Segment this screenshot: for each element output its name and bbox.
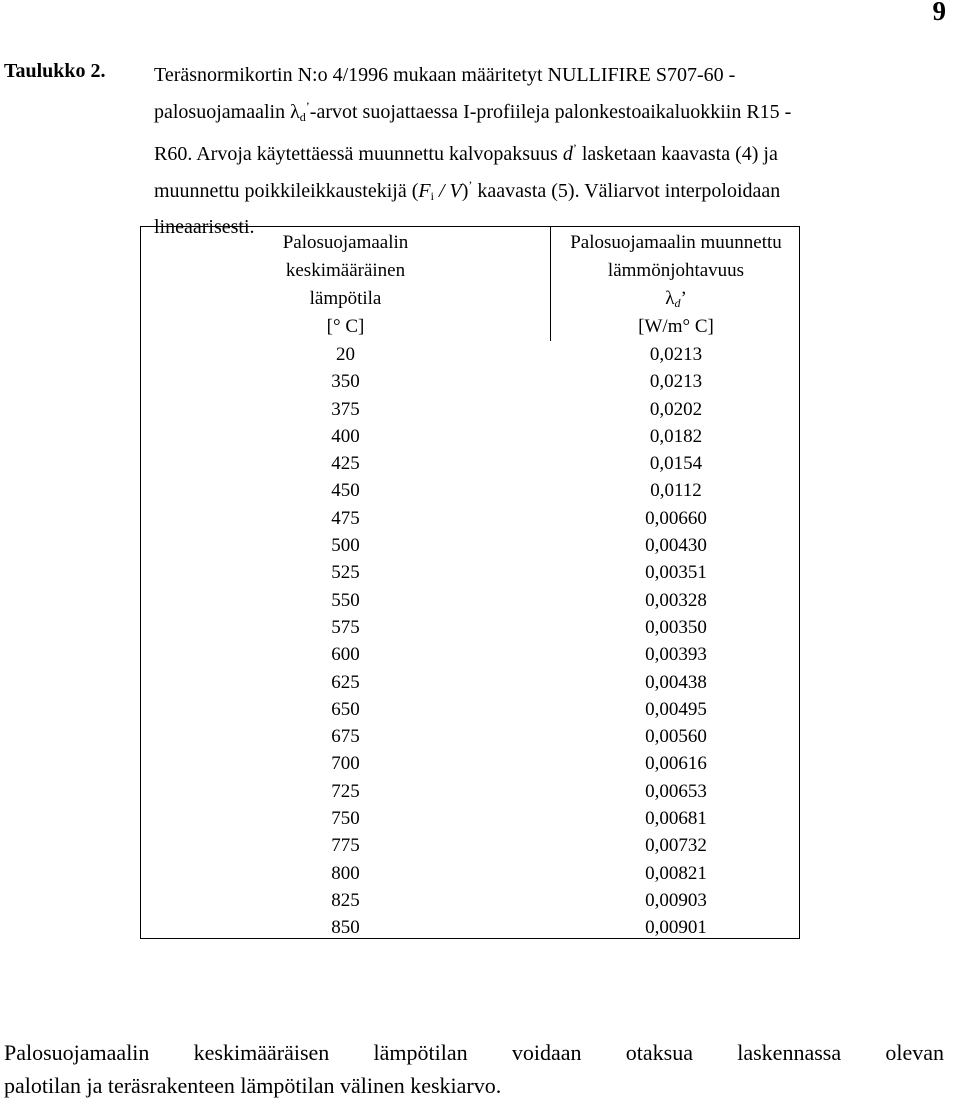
temperature-cell: 850 xyxy=(331,917,360,939)
caption-line-4 xyxy=(154,170,944,212)
conductivity-cell: 0,00903 xyxy=(645,889,707,911)
table-caption xyxy=(154,60,944,243)
temperature-cell: 525 xyxy=(331,562,360,584)
temperature-cell: 550 xyxy=(331,589,360,611)
conductivity-cell: 0,00616 xyxy=(645,753,707,775)
temperature-column xyxy=(141,227,550,942)
caption-variable: V xyxy=(449,180,462,202)
conductivity-cell: 0,00821 xyxy=(645,862,707,884)
temperature-cell: 750 xyxy=(331,808,360,830)
conductivity-cell: 0,00560 xyxy=(645,726,707,748)
conductivity-cell: 0,00328 xyxy=(645,589,707,611)
conductivity-values xyxy=(551,341,801,942)
header-line: lämmönjohtavuus xyxy=(607,260,745,281)
conductivity-cell: 0,00351 xyxy=(645,562,707,584)
header-unit: [W/m° C] xyxy=(638,316,714,337)
temperature-cell: 375 xyxy=(331,398,360,420)
temperature-cell: 725 xyxy=(331,780,360,802)
caption-text-fragment: lasketaan kaavasta (4) ja xyxy=(576,143,778,165)
conductivity-cell: 0,00732 xyxy=(645,835,707,857)
temperature-cell: 400 xyxy=(331,425,360,447)
temperature-cell: 475 xyxy=(331,507,360,529)
caption-text-fragment: / xyxy=(433,180,450,202)
caption-text-fragment: R60. Arvoja käytettäessä muunnettu kalvopaksuus xyxy=(154,143,563,165)
conductivity-cell: 0,00653 xyxy=(645,780,707,802)
temperature-cell: 800 xyxy=(331,862,360,884)
footnote xyxy=(4,1036,944,1102)
conductivity-table xyxy=(140,226,800,939)
temperature-cell: 625 xyxy=(331,671,360,693)
conductivity-cell: 0,00660 xyxy=(645,507,707,529)
temperature-cell: 600 xyxy=(331,644,360,666)
header-line: keskimääräinen xyxy=(285,260,406,281)
temperature-cell: 500 xyxy=(331,535,360,557)
temperature-cell: 350 xyxy=(331,371,360,393)
conductivity-cell: 0,0112 xyxy=(650,480,702,502)
lambda-subscript: d xyxy=(674,296,681,310)
header-unit: [° C] xyxy=(326,316,365,337)
header-line: Palosuojamaalin xyxy=(282,232,409,253)
footnote-line-2: palotilan ja teräsrakenteen lämpötilan välinen keskiarvo. xyxy=(4,1073,502,1098)
caption-subscript: i xyxy=(430,189,434,203)
temperature-cell: 700 xyxy=(331,753,360,775)
caption-prime: ’ xyxy=(468,178,473,192)
caption-line-5: lineaarisesti. xyxy=(154,216,255,238)
header-line: Palosuojamaalin muunnettu xyxy=(570,232,782,253)
caption-variable: F xyxy=(418,180,431,202)
conductivity-cell: 0,00438 xyxy=(645,671,707,693)
temperature-column-header xyxy=(141,227,550,341)
temperature-cell: 675 xyxy=(331,726,360,748)
caption-line-3 xyxy=(154,133,944,170)
temperature-cell: 825 xyxy=(331,889,360,911)
conductivity-cell: 0,0154 xyxy=(649,453,703,475)
table-caption-label: Taulukko 2. xyxy=(4,60,106,82)
conductivity-cell: 0,00901 xyxy=(645,917,707,939)
caption-line-2 xyxy=(154,91,944,133)
conductivity-cell: 0,0182 xyxy=(649,425,703,447)
temperature-cell: 20 xyxy=(336,344,355,365)
caption-text-fragment: muunnettu poikkileikkaustekijä ( xyxy=(154,180,419,202)
lambda-symbol: λ xyxy=(665,288,675,309)
conductivity-cell: 0,00430 xyxy=(645,535,707,557)
conductivity-cell: 0,00495 xyxy=(645,698,707,720)
caption-text-fragment: -arvot suojattaessa I-profiileja palonkestoaikaluokkiin R15 - xyxy=(309,101,792,123)
caption-text-fragment: kaavasta (5). Väliarvot interpoloidaan xyxy=(472,180,781,202)
caption-line-1: Teräsnormikortin N:o 4/1996 mukaan määritetyt NULLIFIRE S707-60 - xyxy=(154,64,736,86)
caption-variable: d xyxy=(562,143,573,165)
conductivity-cell: 0,00393 xyxy=(645,644,707,666)
temperature-cell: 650 xyxy=(331,698,360,720)
header-symbol xyxy=(551,285,801,313)
conductivity-cell: 0,0213 xyxy=(649,344,703,365)
temperature-cell: 425 xyxy=(331,453,360,475)
lambda-prime: ’ xyxy=(680,288,687,309)
footnote-line-1: Palosuojamaalin keskimääräisen lämpötilan voidaan otaksua laskennassa olevan xyxy=(4,1040,944,1065)
temperature-cell: 575 xyxy=(331,616,360,638)
temperature-cell: 775 xyxy=(331,835,360,857)
conductivity-cell: 0,00681 xyxy=(645,808,707,830)
conductivity-column-header xyxy=(551,227,801,341)
caption-text-fragment: palosuojamaalin λ xyxy=(154,101,300,123)
caption-prime: ’ xyxy=(305,99,310,113)
conductivity-column xyxy=(551,227,801,942)
conductivity-cell: 0,0213 xyxy=(649,371,703,393)
header-line: lämpötila xyxy=(309,288,382,309)
conductivity-cell: 0,00350 xyxy=(645,616,707,638)
caption-prime: ’ xyxy=(572,141,577,155)
caption-text-fragment: ) xyxy=(461,180,469,202)
caption-subscript: d xyxy=(299,110,306,124)
conductivity-cell: 0,0202 xyxy=(649,398,703,420)
page-number: 9 xyxy=(932,0,946,26)
temperature-cell: 450 xyxy=(331,480,360,502)
temperature-values xyxy=(141,341,550,942)
